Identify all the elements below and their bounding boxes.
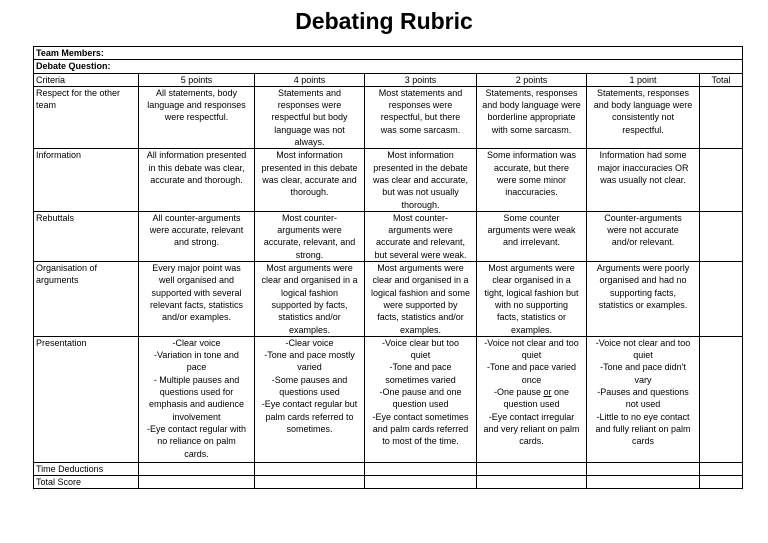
cell-line: tight, logical fashion but bbox=[484, 287, 579, 298]
cell-line: Most information bbox=[387, 150, 454, 161]
cell-line: Some counter bbox=[503, 212, 560, 223]
cell-line: but was not usually bbox=[382, 187, 459, 198]
cell-line: language and responses bbox=[147, 100, 246, 111]
criteria-label: Organisation of arguments bbox=[34, 262, 139, 337]
cell-line: -Variation in tone and bbox=[154, 350, 239, 361]
cell-line: -Eye contact sometimes bbox=[372, 411, 469, 422]
cell-line: facts, statistics and/or bbox=[377, 312, 464, 323]
cell-line: -Little to no eye contact bbox=[596, 411, 690, 422]
cell-line: major inaccuracies OR bbox=[597, 162, 689, 173]
time-deductions-cell[interactable] bbox=[477, 462, 587, 475]
rubric-cell-3-points bbox=[365, 149, 477, 211]
cell-line: strong. bbox=[295, 249, 324, 260]
cell-line: cards. bbox=[519, 436, 544, 447]
cell-line: Arguments were poorly bbox=[596, 263, 690, 274]
total-score-label: Total Score bbox=[34, 476, 139, 489]
cell-line: sometimes. bbox=[286, 423, 333, 434]
cell-line: - Multiple pauses and bbox=[153, 374, 240, 385]
cell-line: and body language were bbox=[593, 100, 693, 111]
cell-line: to most of the time. bbox=[382, 436, 459, 447]
time-deductions-row bbox=[34, 462, 743, 475]
header-2-points: 2 points bbox=[477, 73, 587, 86]
cell-line: pace bbox=[186, 362, 207, 373]
cell-line: and very reliant on palm bbox=[483, 423, 580, 434]
total-score-cell[interactable] bbox=[255, 476, 365, 489]
cell-line: and irrelevant. bbox=[502, 237, 561, 248]
cell-line: All information presented bbox=[146, 150, 247, 161]
criteria-label: Rebuttals bbox=[34, 211, 139, 261]
cell-line: thorough. bbox=[290, 187, 329, 198]
cell-line: was clear, accurate and bbox=[262, 174, 357, 185]
cell-line: accurate, relevant, and bbox=[263, 237, 356, 248]
cell-line: accurate and relevant, bbox=[375, 237, 466, 248]
rubric-cell-4-points bbox=[255, 262, 365, 337]
rubric-cell-3-points bbox=[365, 211, 477, 261]
cell-line: well organised and bbox=[158, 275, 235, 286]
header-total: Total bbox=[700, 73, 743, 86]
cell-line: respectful but body bbox=[271, 112, 348, 123]
cell-line: vary bbox=[634, 374, 652, 385]
cell-line: -Eye contact regular with bbox=[146, 423, 247, 434]
rubric-cell-5-points bbox=[139, 262, 255, 337]
cell-line: -Clear voice bbox=[285, 337, 334, 348]
total-cell[interactable] bbox=[700, 262, 743, 337]
cell-line: question used bbox=[503, 399, 560, 410]
cell-line: were accurate, relevant bbox=[149, 225, 244, 236]
cell-line: borderline appropriate bbox=[487, 112, 576, 123]
cell-line: -One pause and one bbox=[379, 387, 462, 398]
header-3-points: 3 points bbox=[365, 73, 477, 86]
cell-line: accurate, but there bbox=[493, 162, 570, 173]
cell-line: -Some pauses and bbox=[271, 374, 348, 385]
cell-line: cards bbox=[631, 436, 654, 447]
cell-line: and fully reliant on palm bbox=[595, 423, 691, 434]
cell-line: supported by facts, bbox=[271, 299, 348, 310]
criteria-row-presentation bbox=[34, 336, 743, 462]
cell-line: responses were bbox=[277, 100, 342, 111]
cell-line: and/or examples. bbox=[161, 312, 232, 323]
total-score-cell[interactable] bbox=[365, 476, 477, 489]
total-score-cell[interactable] bbox=[700, 476, 743, 489]
team-members-row bbox=[34, 47, 743, 60]
cell-line: -Voice not clear and too bbox=[595, 337, 691, 348]
cell-line: Counter-arguments bbox=[604, 212, 682, 223]
header-criteria: Criteria bbox=[34, 73, 139, 86]
cell-line: All counter-arguments bbox=[152, 212, 241, 223]
time-deductions-cell[interactable] bbox=[139, 462, 255, 475]
rubric-cell-1-point bbox=[587, 86, 700, 148]
cell-line: but several were weak. bbox=[374, 249, 467, 260]
cell-line: organised and had no bbox=[599, 275, 687, 286]
cell-line: questions used for bbox=[159, 387, 234, 398]
cell-line: quiet bbox=[633, 350, 653, 361]
cell-line: -Clear voice bbox=[172, 337, 221, 348]
cell-line: sometimes varied bbox=[385, 374, 456, 385]
cell-line: varied bbox=[297, 362, 322, 373]
criteria-row-respect bbox=[34, 86, 743, 148]
cell-line: respectful, but there bbox=[380, 112, 461, 123]
page-title: Debating Rubric bbox=[295, 8, 473, 34]
rubric-cell-3-points bbox=[365, 86, 477, 148]
cell-line: question used bbox=[392, 399, 449, 410]
cell-line: palm cards referred to bbox=[265, 411, 354, 422]
cell-line: Most arguments were bbox=[377, 263, 464, 274]
rubric-cell-1-point bbox=[587, 336, 700, 462]
rubric-cell-5-points bbox=[139, 149, 255, 211]
rubric-cell-2-points bbox=[477, 86, 587, 148]
cell-line: examples. bbox=[288, 324, 331, 335]
total-cell[interactable] bbox=[700, 211, 743, 261]
cell-line: Most statements and bbox=[378, 87, 463, 98]
cell-line: -One pause or one bbox=[493, 387, 570, 398]
cell-line: with some sarcasm. bbox=[491, 124, 572, 135]
cell-line: Most counter- bbox=[392, 212, 449, 223]
cell-line: Statements, responses bbox=[596, 87, 690, 98]
cell-line: -Eye contact irregular bbox=[488, 411, 575, 422]
rubric-cell-3-points bbox=[365, 262, 477, 337]
cell-line: language was not bbox=[274, 124, 345, 135]
rubric-cell-2-points bbox=[477, 149, 587, 211]
cell-line: Every major point was bbox=[152, 263, 241, 274]
rubric-cell-4-points bbox=[255, 211, 365, 261]
cell-line: and strong. bbox=[173, 237, 220, 248]
rubric-cell-1-point bbox=[587, 262, 700, 337]
criteria-row-information bbox=[34, 149, 743, 211]
cell-line: statistics and/or bbox=[278, 312, 341, 323]
rubric-cell-5-points bbox=[139, 211, 255, 261]
header-4-points: 4 points bbox=[255, 73, 365, 86]
total-score-row bbox=[34, 476, 743, 489]
cell-line: no reliance on palm bbox=[157, 436, 236, 447]
rubric-cell-2-points bbox=[477, 336, 587, 462]
total-score-cell[interactable] bbox=[587, 476, 700, 489]
rubric-cell-3-points bbox=[365, 336, 477, 462]
cell-line: logical fashion and some bbox=[370, 287, 471, 298]
total-cell[interactable] bbox=[700, 86, 743, 148]
rubric-cell-1-point bbox=[587, 149, 700, 211]
cell-line: accurate and thorough. bbox=[150, 174, 243, 185]
cell-line: and palm cards referred bbox=[372, 423, 469, 434]
cell-line: presented in this debate bbox=[261, 162, 358, 173]
criteria-row-organisation bbox=[34, 262, 743, 337]
total-score-cell[interactable] bbox=[477, 476, 587, 489]
cell-line: responses were bbox=[388, 100, 453, 111]
cell-line: All statements, body bbox=[155, 87, 238, 98]
total-cell[interactable] bbox=[700, 149, 743, 211]
time-deductions-cell[interactable] bbox=[255, 462, 365, 475]
cell-line: arguments were bbox=[277, 225, 342, 236]
cell-line: involvement bbox=[172, 411, 221, 422]
cell-line: facts, statistics or bbox=[496, 312, 567, 323]
cell-line: Most arguments were bbox=[488, 263, 575, 274]
cell-line: arguments were bbox=[388, 225, 453, 236]
cell-line: statistics or examples. bbox=[598, 299, 688, 310]
time-deductions-label: Time Deductions bbox=[34, 462, 139, 475]
cell-line: always. bbox=[294, 137, 325, 148]
rubric-cell-4-points bbox=[255, 86, 365, 148]
cell-line: Information had some bbox=[599, 150, 687, 161]
cell-line: -Tone and pace didn't bbox=[600, 362, 686, 373]
total-score-cell[interactable] bbox=[139, 476, 255, 489]
cell-line: examples. bbox=[399, 324, 442, 335]
cell-line: were some minor bbox=[496, 174, 567, 185]
cell-line: emphasis and audience bbox=[148, 399, 245, 410]
cell-line: -Tone and pace varied bbox=[486, 362, 577, 373]
cell-line: Statements, responses bbox=[485, 87, 578, 98]
cell-line: Statements and bbox=[277, 87, 342, 98]
cell-line: clear and organised in a bbox=[372, 275, 469, 286]
cell-line: and body language were bbox=[482, 100, 581, 111]
cell-line: and/or relevant. bbox=[611, 237, 675, 248]
cell-line: was usually not clear. bbox=[600, 174, 686, 185]
cell-line: supporting facts, bbox=[609, 287, 677, 298]
time-deductions-cell[interactable] bbox=[365, 462, 477, 475]
header-1-point: 1 point bbox=[587, 73, 700, 86]
cell-line: were respectful. bbox=[164, 112, 229, 123]
cell-line: presented in the debate bbox=[373, 162, 468, 173]
cell-line: supported with several bbox=[151, 287, 242, 298]
cell-line: were supported by bbox=[383, 299, 458, 310]
rubric-cell-4-points bbox=[255, 149, 365, 211]
team-members-label[interactable]: Team Members: bbox=[34, 47, 743, 60]
time-deductions-cell[interactable] bbox=[587, 462, 700, 475]
time-deductions-cell[interactable] bbox=[700, 462, 743, 475]
rubric-cell-1-point bbox=[587, 211, 700, 261]
cell-line: thorough. bbox=[401, 199, 440, 210]
criteria-label: Presentation bbox=[34, 336, 139, 462]
rubric-table bbox=[33, 46, 743, 489]
cell-line: examples. bbox=[510, 324, 553, 335]
debate-question-row bbox=[34, 60, 743, 73]
cell-line: relevant facts, statistics bbox=[149, 299, 244, 310]
rubric-cell-2-points bbox=[477, 211, 587, 261]
cell-line: -Pauses and questions bbox=[597, 387, 689, 398]
cell-line: quiet bbox=[521, 350, 542, 361]
rubric-cell-2-points bbox=[477, 262, 587, 337]
cell-line: with no supporting bbox=[494, 299, 569, 310]
header-row bbox=[34, 73, 743, 86]
header-5-points: 5 points bbox=[139, 73, 255, 86]
cell-line: inaccuracies. bbox=[505, 187, 558, 198]
rubric-cell-5-points bbox=[139, 86, 255, 148]
cell-line: Most arguments were bbox=[266, 263, 353, 274]
total-cell[interactable] bbox=[700, 336, 743, 462]
cell-line: questions used bbox=[279, 387, 340, 398]
cell-line: logical fashion bbox=[280, 287, 339, 298]
cell-line: clear organised in a bbox=[492, 275, 571, 286]
cell-line: was clear and accurate, bbox=[372, 174, 469, 185]
rubric-cell-4-points bbox=[255, 336, 365, 462]
cell-line: quiet bbox=[410, 350, 431, 361]
cell-line: Most counter- bbox=[281, 212, 338, 223]
cell-line: -Voice not clear and too bbox=[484, 337, 579, 348]
debate-question-label[interactable]: Debate Question: bbox=[34, 60, 743, 73]
cell-line: cards. bbox=[184, 448, 209, 459]
cell-line: not used bbox=[625, 399, 661, 410]
cell-line: were not accurate bbox=[607, 225, 679, 236]
cell-line: Some information was bbox=[486, 150, 577, 161]
cell-line: -Tone and pace mostly bbox=[264, 350, 355, 361]
cell-line: arguments were weak bbox=[487, 225, 576, 236]
criteria-row-rebuttals bbox=[34, 211, 743, 261]
criteria-label: Respect for the other team bbox=[34, 86, 139, 148]
cell-line: consistently not bbox=[611, 112, 675, 123]
cell-line: in this debate was clear, bbox=[148, 162, 245, 173]
criteria-label: Information bbox=[34, 149, 139, 211]
cell-line: -Eye contact regular but bbox=[261, 399, 358, 410]
rubric-cell-5-points bbox=[139, 336, 255, 462]
underlined-or: or bbox=[543, 387, 552, 398]
cell-line: -Tone and pace bbox=[389, 362, 452, 373]
cell-line: once bbox=[521, 374, 542, 385]
cell-line: was some sarcasm. bbox=[380, 124, 461, 135]
cell-line: respectful. bbox=[622, 124, 664, 135]
cell-line: Most information bbox=[276, 150, 343, 161]
cell-line: -Voice clear but too bbox=[381, 337, 460, 348]
cell-line: clear and organised in a bbox=[261, 275, 358, 286]
